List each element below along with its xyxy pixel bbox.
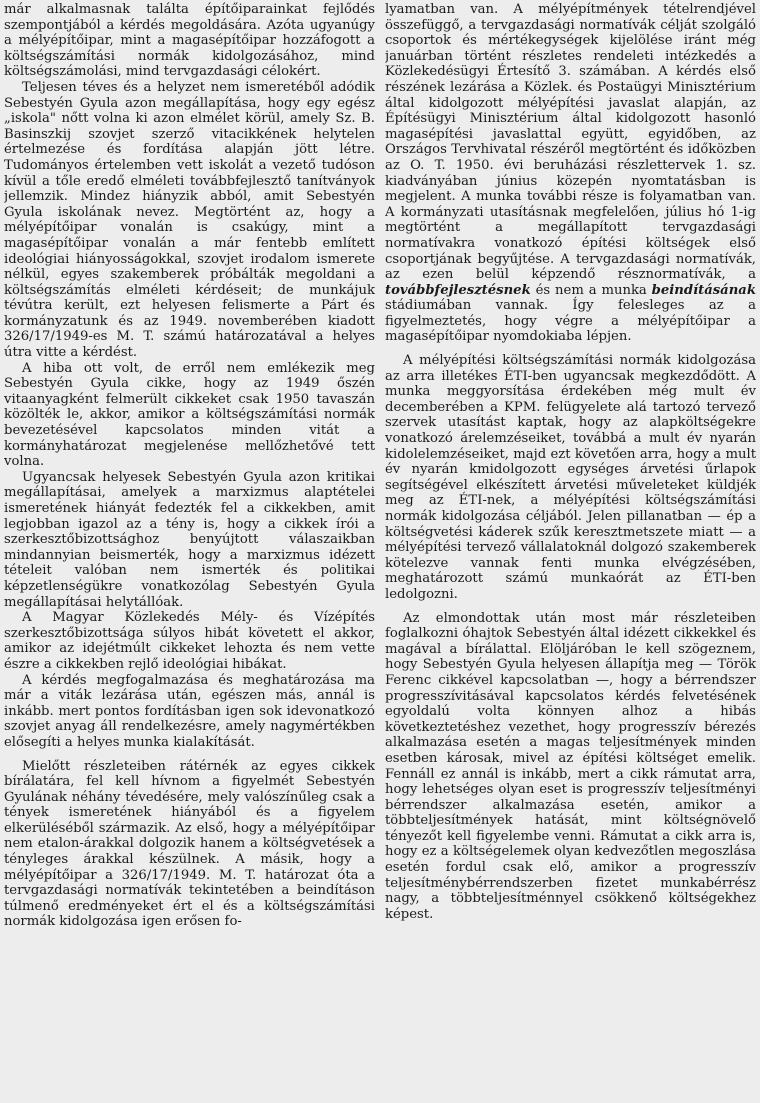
paragraph: Az elmondottak után most már részleteiben foglalkozni óhajtok Sebestyén által idézett cikkekkel és magával a bírálattal. Elöljáróban le kell szögeznem, hogy Sebestyén Gyula helyesen állapítja meg — Török Ferenc cikkével kapcsolatban —, hogy a bérrendszer progresszívitásával kapcsolatos kérdés felvetésének egyoldalú volta könnyen alhoz a hibás következtetéshez vezethet, hogy progresszív bérezés alkalmazása esetén a magas teljesítmények minden esetben károsak, mivel az építési költséget emelik. Fennáll ez annál is inkább, mert a cikk rámutat arra, hogy lehetséges olyan eset is progresszív teljesítményi bérrendszer alkalmazása esetén, amikor a többteljesítmények hatását, mint költségnövelő tényezőt kell figyelembe venni. Rámutat a cikk arra is, hogy ez a költségelemek olyan kedvezőtlen megoszlása esetén fordul csak elő, amikor a progresszív teljesítménybérrendszerben fizetet munkabérrész nagy, a többteljesítménnyel csökkenő költségekhez képest. <box>385 610 756 922</box>
paragraph: A mélyépítési költségszámítási normák kidolgozása az arra illetékes ÉTI-ben ugyancsak megkezdődött. A munka meggyorsítása érdekében még mult év decemberében a KPM. felügyelete alá tartozó tervező szervek utasítást kaptak, hogy az alapköltségekre vonatkozó árelemzéseiket, továbbá a mult év nyarán kidolelemzéseiket, majd ezt követően arra, hogy a mult év nyarán kmidolgozott egységes árvetési űrlapok segítségével elkészített árvetési műveleteket küldjék meg az ÉTI-nek, a mélyépítési költségszámítási normák kidolgozása céljából. Jelen pillanatban — ép a költségvetési káderek szűk keresztmetszete miatt — a mélyépítési tervező vállalatoknál dolgozó szakemberek kötelezve vannak fenti munka elvégzésében, meghatározott számú munkaórát az ÉTI-ben ledolgozni. <box>385 353 756 602</box>
emphasis-text: továbbfejlesztésnek <box>385 282 531 298</box>
paragraph: Teljesen téves és a helyzet nem ismeretéből adódik Sebestyén Gyula azon megállapítása, hogy egy egész „iskola" nőtt volna ki azon elmélet körül, amely Sz. B. Basinszkij szovjet szerző vitacikkének helytelen értelmezése és fordítása alapján jött létre. Tudományos értelemben vett iskolát a vezető tudóson kívül a tőle eredő elméleti továbbfejlesztő tanítványok jellemzik. Mindez hiányzik abból, amit Sebestyén Gyula iskolának nevez. Megtörtént az, hogy a mélyépítőipar vonalán is csakúgy, mint a magasépítőipar vonalán a már fentebb említett ideológiai hiányosságokkal, szovjet irodalom ismerete nélkül, egyes szakemberek próbálták megoldani a költségszámítás elméleti kérdéseit; de munkájuk tévútra került, ezt helyesen felismerte a Párt és kormányzatunk és az 1949. novemberében kiadott 326/17/1949-es M. T. számú határozatával a helyes útra vitte a kérdést. <box>4 79 375 361</box>
paragraph: már alkalmasnak találta építőiparainkat fejlődés szempontjából a kérdés megoldására. Azóta ugyanúgy a mélyépítőipar, mint a magasépítőipar hozzáfogott a költségszámítási normák kidolgozásához, mind költségszámolási, mind tervgazdasági célokért. <box>4 2 375 80</box>
paragraph: Mielőtt részleteiben rátérnék az egyes cikkek bírálatára, fel kell hívnom a figyelmét Sebestyén Gyulának néhány tévedésére, mely valószínűleg csak a tények ismeretének hiányából és a figyelem elkerüléséből származik. Az első, hogy a mélyépítőipar nem etalon-árakkal dolgozik hanem a költségvetések a tényleges árakkal készülnek. A másik, hogy a mélyépítőipar a 326/17/1949. M. T. határozat óta a tervgazdasági normatívák tekintetében a beindításon túlmenő eredményeket ért el és a költségszámítási normák kidolgozása igen erősen fo- <box>4 758 375 930</box>
paragraph: Ugyancsak helyesek Sebestyén Gyula azon kritikai megállapításai, amelyek a marxizmus alaptételei ismeretének hiányát fedezték fel a cikkekben, amit legjobban igazol az a tény is, hogy a cikkek írói a szerkesztőbizottsághoz benyújtott válaszaikban mindannyian beismerték, hogy a marxizmus idézett tételeit valóban nem ismerték és politikai képzetlenségükre vonatkozólag Sebestyén Gyula megállapításai helytállóak. <box>4 469 375 610</box>
text-run: és nem a munka <box>530 282 652 298</box>
paragraph: A hiba ott volt, de erről nem emlékezik meg Sebestyén Gyula cikke, hogy az 1949 őszén vitaanyagként felmerült cikkeket csak 1950 tavaszán közölték le, akkor, amikor a költségszámítási normák bevezetésével kapcsolatos minden vitát a kormányhatározat megjelenése mellőzhetővé tett volna. <box>4 360 375 470</box>
right-column <box>385 2 756 1103</box>
text-run: lyamatban van. A mélyépítmények tételrendjével összefüggő, a tervgazdasági normatívák célját szolgáló csoportok és mértékegységek kijelölése iránt még januárban történt részletes rendeleti intézkedés a Közlekedésügyi Értesítő 3. számában. A kérdés első részének lezárása a Közlek. és Postaügyi Minisztérium által kidolgozott mélyépítési javaslat alapján, az Építésügyi Minisztérium által kidolgozott hasonló magasépítési javaslattal együtt, egyidőben, az Országos Tervhivatal részéről megtörtént és időközben az O. T. 1950. évi beruházási részlettervek 1. sz. kiadványában június közepén nyomtatásban is megjelent. A munka további része is folyamatban van. A kormányzati utasításnak megfelelően, július hó 1-ig megtörtént a megállapított tervgazdasági normatívakra vonatkozó építési költségek első csoportjának begyűjtése. A tervgazdasági normatívák, az ezen belül képzendő résznormatívák, a <box>385 2 756 283</box>
paragraph: A Magyar Közlekedés Mély- és Vízépítés szerkesztőbizottsága súlyos hibát követett el akkor, amikor az idejétmúlt cikkeket lehozta és nem vette észre a cikkekben rejlő ideológiai hibákat. <box>4 610 375 672</box>
left-column <box>4 2 375 1103</box>
text-run: stádiumában vannak. Így felesleges az a figyelmeztetés, hogy végre a mélyépítőipar a magasépítőipar nyomdokiaba lépjen. <box>385 298 756 345</box>
paragraph: A kérdés megfogalmazása és meghatározása ma már a viták lezárása után, egészen más, annál is inkább. mert pontos fordításban igen sok idevonatkozó szovjet anyag áll rendelkezésre, amely nagymértékben elősegíti a helyes munka kialakítását. <box>4 672 375 750</box>
paragraph <box>385 2 756 345</box>
emphasis-text: beindításának <box>651 282 756 298</box>
